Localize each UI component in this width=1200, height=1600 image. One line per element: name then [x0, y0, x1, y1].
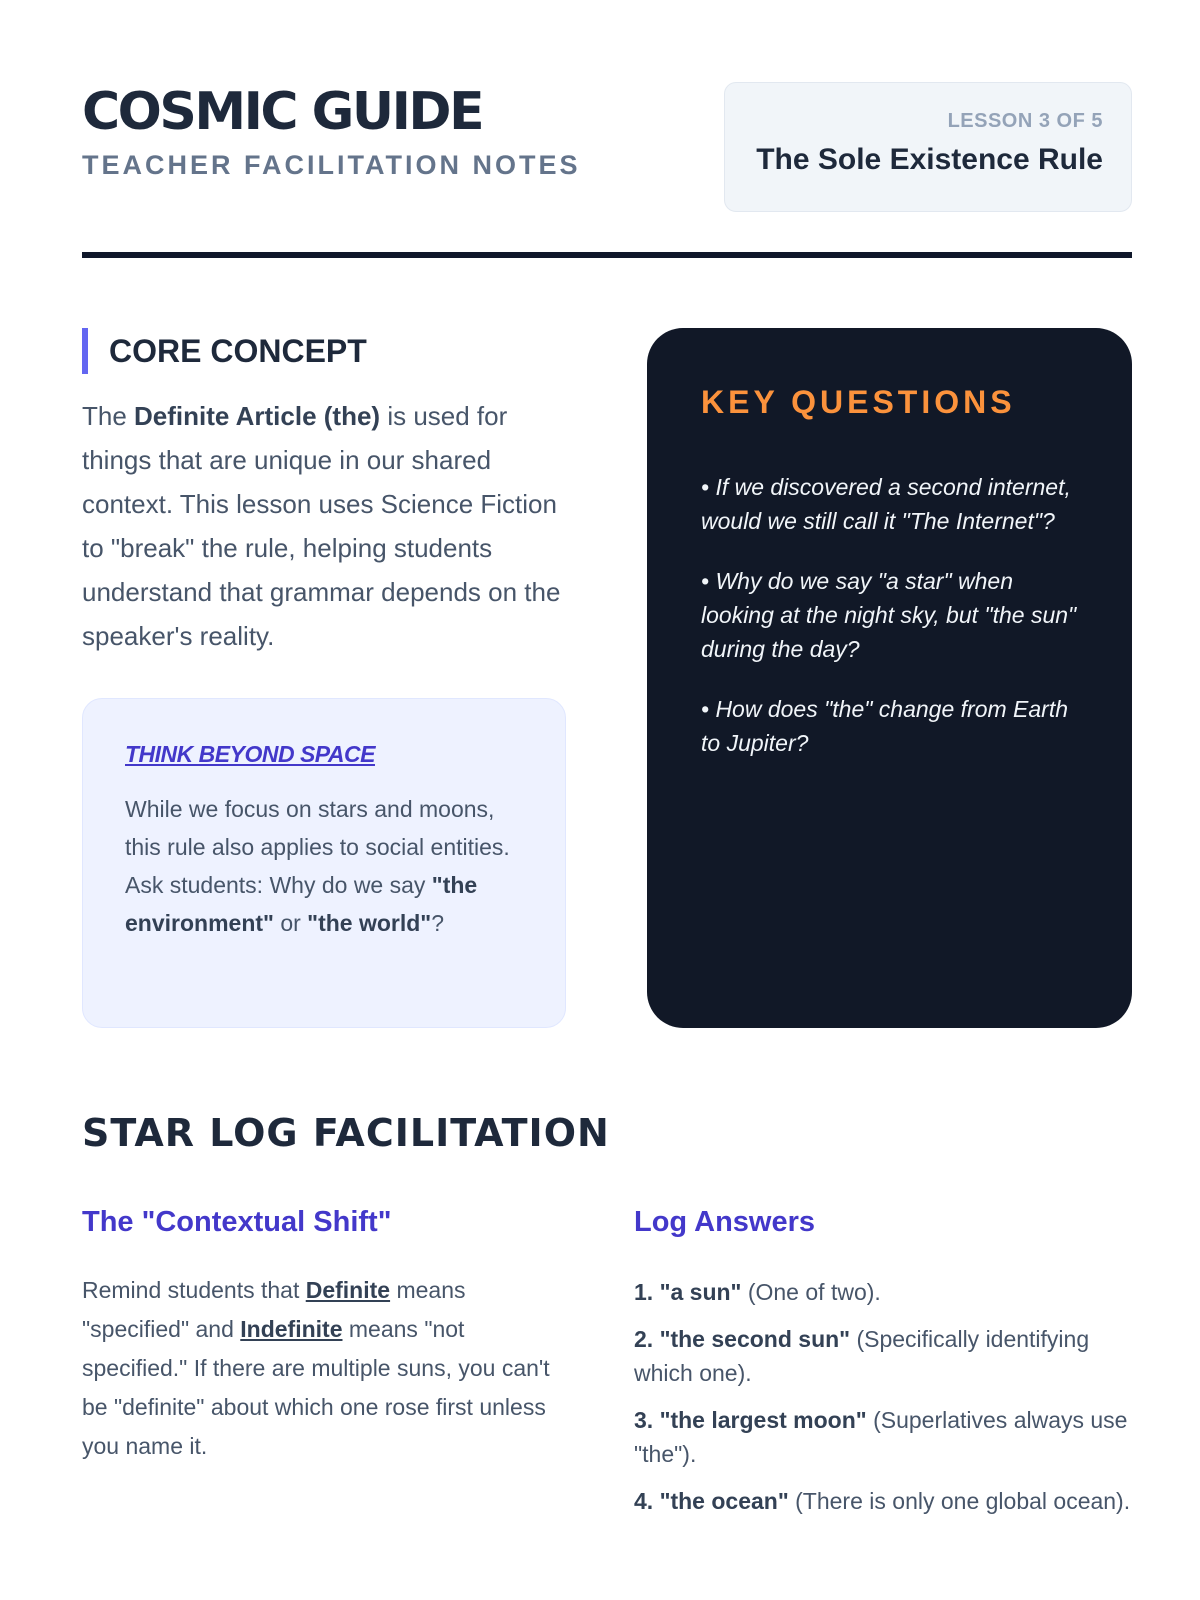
tip-text-part: or — [273, 910, 308, 936]
log-answers-heading: Log Answers — [634, 1206, 816, 1238]
log-answer-item — [634, 1403, 1132, 1471]
core-concept-text — [82, 394, 562, 658]
think-beyond-text — [125, 790, 525, 942]
tip-text-part: While we focus on stars and moons, this rule also applies to social entities. Ask students: Why do we say — [125, 796, 510, 898]
shift-text-underlined: Indefinite — [240, 1316, 343, 1342]
core-text-part: is used for things that are unique in our shared context. This lesson uses Science Fiction to "break" the rule, helping students understand that grammar depends on the speaker's reality. — [82, 401, 561, 651]
header-divider — [82, 252, 1132, 258]
key-questions-list — [701, 470, 1082, 760]
answer-note: (One of two). — [741, 1279, 881, 1305]
contextual-shift-heading: The "Contextual Shift" — [82, 1206, 392, 1238]
answer-label: 4. "the ocean" — [634, 1488, 789, 1514]
core-concept-heading: CORE CONCEPT — [82, 328, 562, 374]
answer-label: 2. "the second sun" — [634, 1326, 851, 1352]
core-concept-section — [82, 328, 562, 658]
answer-label: 1. "a sun" — [634, 1279, 742, 1305]
answer-note: (Superlatives always use "the"). — [634, 1407, 1128, 1467]
key-question-item: • If we discovered a second internet, would we still call it "The Internet"? — [701, 474, 1071, 534]
star-log-title: STAR LOG FACILITATION — [82, 1111, 610, 1155]
shift-text-part: means "specified" and — [82, 1277, 466, 1342]
answer-label: 3. "the largest moon" — [634, 1407, 867, 1433]
answer-note: (Specifically identifying which one). — [634, 1326, 1090, 1386]
tip-text-bold: "the environment" — [125, 872, 478, 936]
tip-text-bold: "the world" — [307, 910, 432, 936]
key-question-item: • Why do we say "a star" when looking at the night sky, but "the sun" during the day? — [701, 568, 1077, 662]
log-answers-section — [634, 1208, 1132, 1531]
lesson-badge — [724, 82, 1132, 212]
key-questions-title: KEY QUESTIONS — [701, 384, 1016, 420]
contextual-shift-text — [82, 1271, 562, 1466]
page-header — [82, 80, 1132, 260]
log-answer-item — [634, 1484, 1132, 1518]
log-answers-list — [634, 1275, 1132, 1518]
core-text-part: The — [82, 401, 135, 431]
core-text-bold: Definite Article (the) — [134, 401, 381, 431]
key-question-item: • How does "the" change from Earth to Jupiter? — [701, 696, 1069, 756]
shift-text-part: Remind students that — [82, 1277, 306, 1303]
brand-title: COSMIC GUIDE — [82, 82, 483, 142]
log-answer-item — [634, 1275, 1132, 1309]
lesson-label: LESSON 3 OF 5 — [947, 110, 1103, 132]
shift-text-part: means "not specified." If there are multiple suns, you can't be "definite" about which one rose first unless you name it. — [82, 1316, 550, 1459]
key-questions-card — [647, 328, 1132, 1028]
think-beyond-card — [82, 698, 566, 1028]
think-beyond-title: THINK BEYOND SPACE — [125, 741, 375, 767]
brand-subtitle: TEACHER FACILITATION NOTES — [82, 150, 581, 180]
log-answer-item — [634, 1322, 1132, 1390]
tip-text-part: ? — [431, 910, 444, 936]
shift-text-underlined: Definite — [305, 1277, 391, 1303]
lesson-title: The Sole Existence Rule — [756, 143, 1103, 176]
answer-note: (There is only one global ocean). — [788, 1488, 1131, 1514]
contextual-shift-section — [82, 1208, 562, 1466]
